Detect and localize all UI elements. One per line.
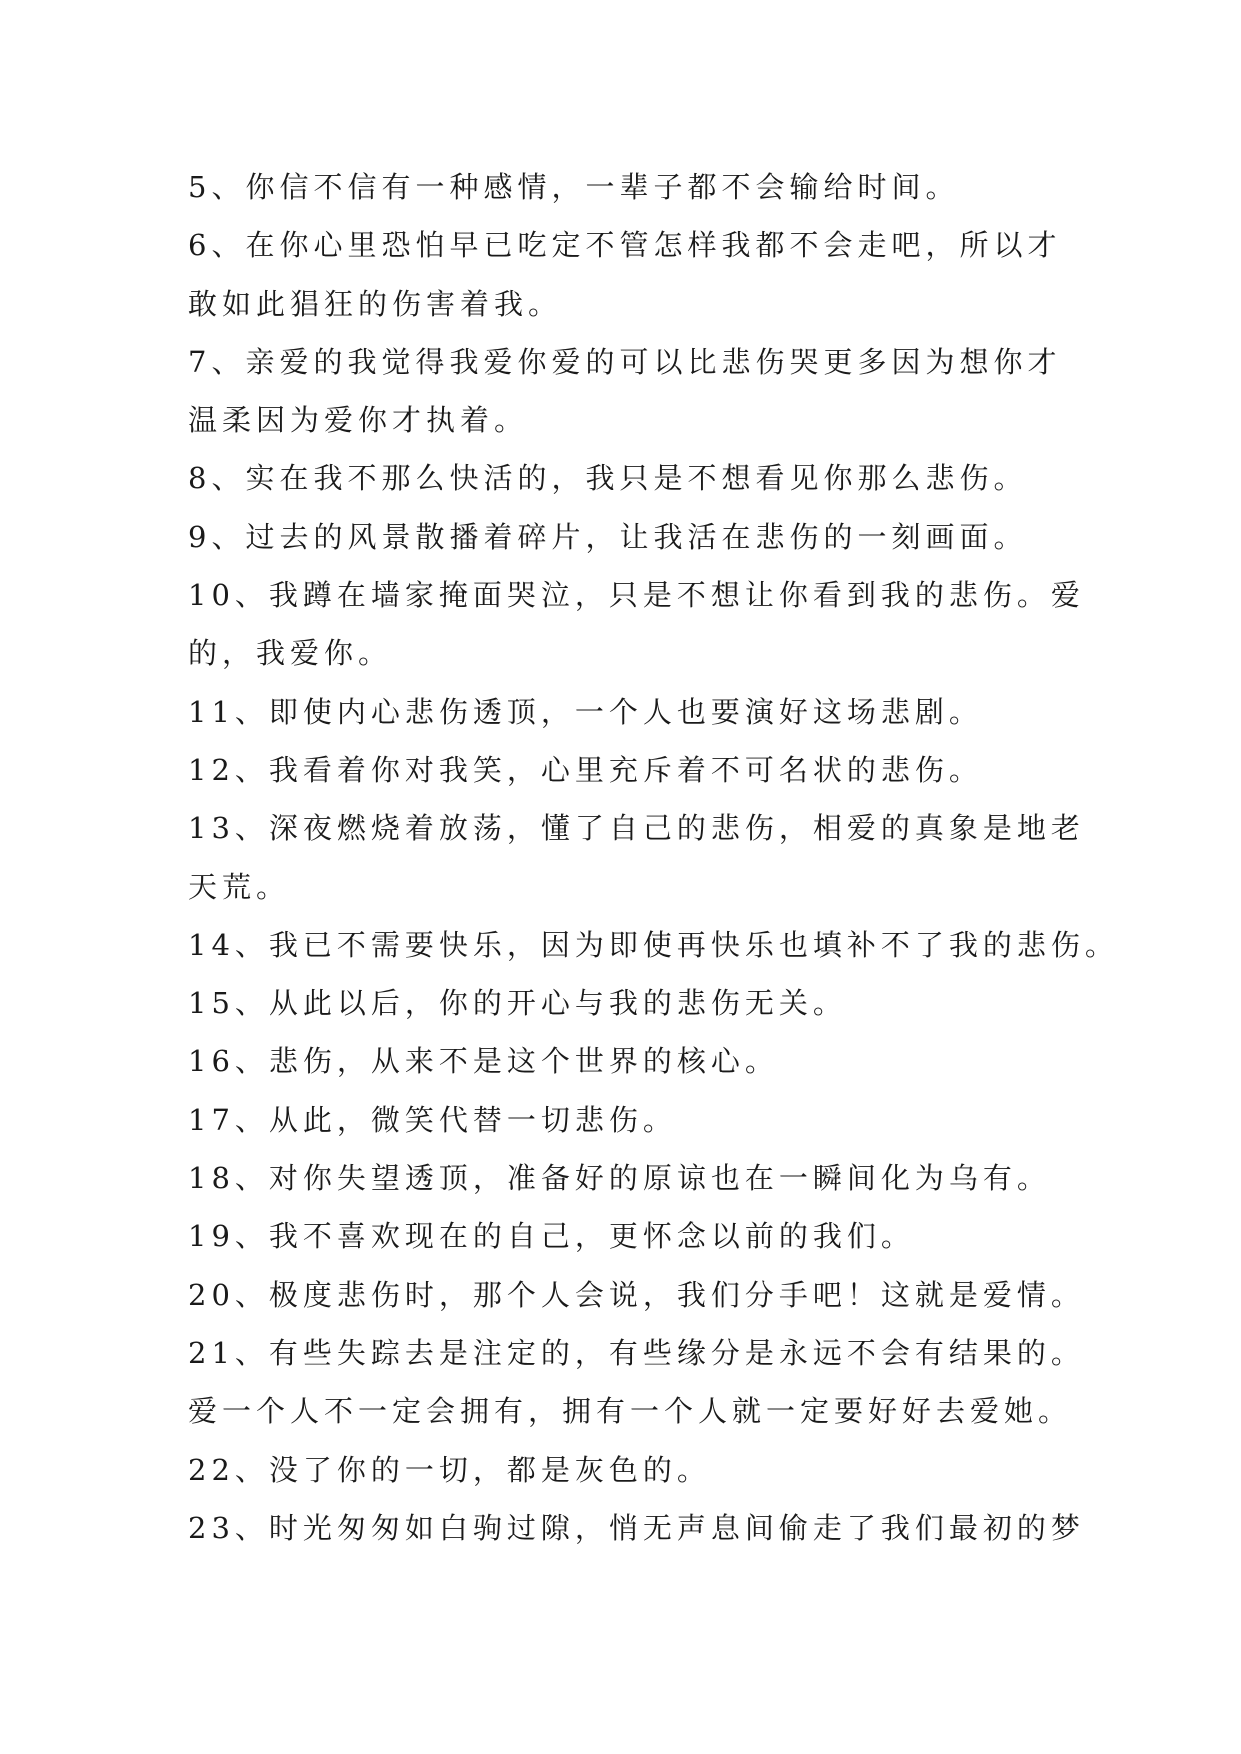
text-line: 天荒。	[188, 869, 291, 904]
text-line: 7、亲爱的我觉得我爱你爱的可以比悲伤哭更多因为想你才	[188, 344, 1062, 379]
text-line: 的，我爱你。	[188, 636, 393, 671]
text-line: 16、悲伤，从来不是这个世界的核心。	[188, 1044, 779, 1079]
text-line: 21、有些失踪去是注定的，有些缘分是永远不会有结果的。	[188, 1335, 1085, 1370]
text-line: 敢如此猖狂的伤害着我。	[188, 286, 563, 321]
text-line: 13、深夜燃烧着放荡，懂了自己的悲伤，相爱的真象是地老	[188, 811, 1085, 846]
text-line: 19、我不喜欢现在的自己，更怀念以前的我们。	[188, 1219, 915, 1254]
text-line: 温柔因为爱你才执着。	[188, 403, 529, 438]
text-line: 6、在你心里恐怕早已吃定不管怎样我都不会走吧，所以才	[188, 228, 1062, 263]
document-body	[188, 158, 1119, 1557]
text-line: 12、我看着你对我笑，心里充斥着不可名状的悲伤。	[188, 752, 983, 787]
text-line: 爱一个人不一定会拥有，拥有一个人就一定要好好去爱她。	[188, 1394, 1073, 1429]
text-line: 18、对你失望透顶，准备好的原谅也在一瞬间化为乌有。	[188, 1161, 1051, 1196]
text-line: 10、我蹲在墙家掩面哭泣，只是不想让你看到我的悲伤。爱	[188, 578, 1085, 613]
text-line: 22、没了你的一切，都是灰色的。	[188, 1452, 711, 1487]
text-line: 15、从此以后，你的开心与我的悲伤无关。	[188, 986, 847, 1021]
text-line: 20、极度悲伤时，那个人会说，我们分手吧！这就是爱情。	[188, 1277, 1085, 1312]
text-line: 11、即使内心悲伤透顶，一个人也要演好这场悲剧。	[188, 694, 983, 729]
text-line: 5、你信不信有一种感情，一辈子都不会输给时间。	[188, 170, 960, 204]
text-line: 14、我已不需要快乐，因为即使再快乐也填补不了我的悲伤。	[188, 927, 1119, 962]
text-line: 9、过去的风景散播着碎片，让我活在悲伤的一刻画面。	[188, 519, 1028, 554]
text-line: 23、时光匆匆如白驹过隙，悄无声息间偷走了我们最初的梦	[188, 1510, 1085, 1545]
text-line: 17、从此，微笑代替一切悲伤。	[188, 1102, 677, 1137]
text-line: 8、实在我不那么快活的，我只是不想看见你那么悲伤。	[188, 461, 1028, 496]
